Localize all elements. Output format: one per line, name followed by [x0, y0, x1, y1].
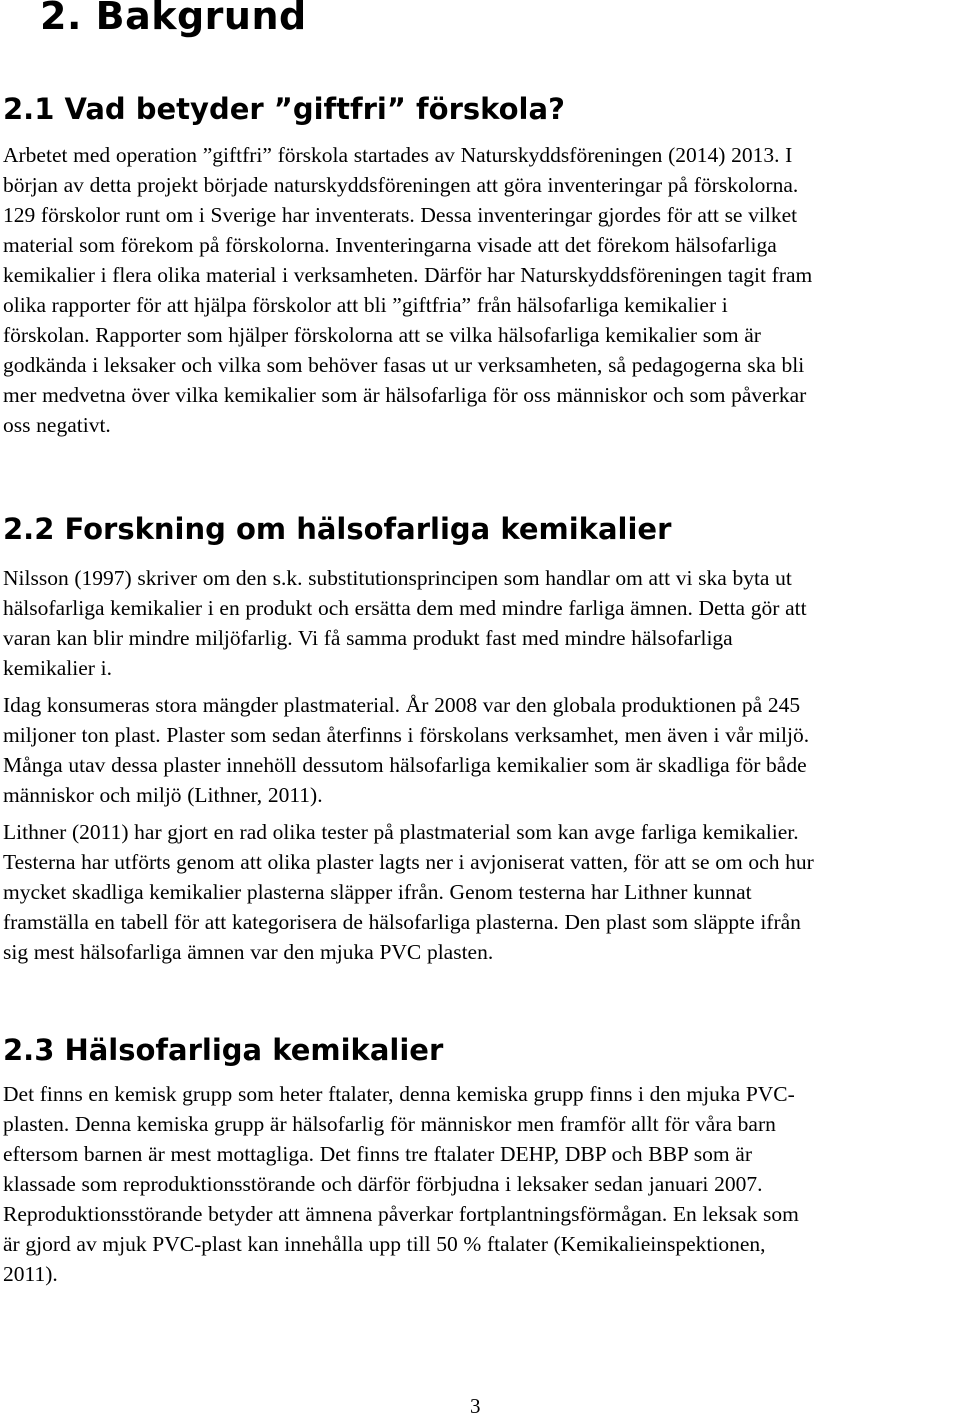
text-line: eftersom barnen är mest mottagliga. Det finns tre ftalater DEHP, DBP och BBP som är — [3, 1142, 752, 1166]
page-number: 3 — [470, 1394, 481, 1418]
text-line: människor och miljö (Lithner, 2011). — [3, 783, 323, 807]
text-line: olika rapporter för att hjälpa förskolor att bli ”giftfria” från hälsofarliga kemikalier i — [3, 293, 728, 317]
text-line: Reproduktionsstörande betyder att ämnena påverkar fortplantningsförmågan. En leksak som — [3, 1202, 799, 1226]
text-line: miljoner ton plast. Plaster som sedan återfinns i förskolans verksamhet, men även i vår miljö. — [3, 723, 810, 747]
text-line: sig mest hälsofarliga ämnen var den mjuka PVC plasten. — [3, 940, 494, 964]
text-line: oss negativt. — [3, 413, 111, 437]
text-line: material som förekom på förskolorna. Inventeringarna visade att det förekom hälsofarliga — [3, 233, 777, 257]
section-2-3-paragraph — [3, 1079, 958, 1289]
text-line: 129 förskolor runt om i Sverige har inventerats. Dessa inventeringar gjordes för att se vilket — [3, 203, 798, 227]
text-line: Många utav dessa plaster innehöll dessutom hälsofarliga kemikalier som är skadliga för både — [3, 753, 807, 777]
section-2-2-paragraph-2 — [3, 690, 958, 810]
text-line: 2011). — [3, 1262, 58, 1286]
text-line: Testerna har utförts genom att olika plaster lagts ner i avjoniserat vatten, för att se om och hur — [3, 850, 814, 874]
section-heading-2-2: 2.2 Forskning om hälsofarliga kemikalier — [3, 512, 672, 546]
chapter-title: 2. Bakgrund — [40, 0, 307, 38]
text-line: början av detta projekt började naturskyddsföreningen att göra inventeringar på förskolorna. — [3, 173, 799, 197]
text-line: klassade som reproduktionsstörande och därför förbjudna i leksaker sedan januari 2007. — [3, 1172, 763, 1196]
text-line: godkända i leksaker och vilka som behöver fasas ut ur verksamheten, så pedagogerna ska bli — [3, 353, 805, 377]
section-heading-2-1: 2.1 Vad betyder ”giftfri” förskola? — [3, 92, 565, 126]
text-line: Det finns en kemisk grupp som heter ftalater, denna kemiska grupp finns i den mjuka PVC- — [3, 1082, 795, 1106]
text-line: kemikalier i flera olika material i verksamheten. Därför har Naturskyddsföreningen tagit fram — [3, 263, 813, 287]
section-2-1-paragraph — [3, 140, 958, 440]
text-line: plasten. Denna kemiska grupp är hälsofarlig för människor men framför allt för våra barn — [3, 1112, 776, 1136]
text-line: mycket skadliga kemikalier plasterna släpper ifrån. Genom testerna har Lithner kunnat — [3, 880, 752, 904]
text-line: kemikalier i. — [3, 656, 112, 680]
text-line: hälsofarliga kemikalier i en produkt och ersätta dem med mindre farliga ämnen. Detta gör att — [3, 596, 807, 620]
text-line: varan kan blir mindre miljöfarlig. Vi få samma produkt fast med mindre hälsofarliga — [3, 626, 733, 650]
text-line: framställa en tabell för att kategorisera de hälsofarliga plasterna. Den plast som släppte ifrån — [3, 910, 801, 934]
text-line: Lithner (2011) har gjort en rad olika tester på plastmaterial som kan avge farliga kemikalier. — [3, 820, 799, 844]
section-heading-2-3: 2.3 Hälsofarliga kemikalier — [3, 1033, 444, 1067]
section-2-2-paragraph-3 — [3, 817, 958, 967]
text-line: är gjord av mjuk PVC-plast kan innehålla upp till 50 % ftalater (Kemikalieinspektionen, — [3, 1232, 766, 1256]
text-line: mer medvetna över vilka kemikalier som är hälsofarliga för oss människor och som påverkar — [3, 383, 807, 407]
text-line: Idag konsumeras stora mängder plastmaterial. År 2008 var den globala produktionen på 245 — [3, 693, 801, 717]
text-line: förskolan. Rapporter som hjälper förskolorna att se vilka hälsofarliga kemikalier som är — [3, 323, 761, 347]
text-line: Nilsson (1997) skriver om den s.k. substitutionsprincipen som handlar om att vi ska byta ut — [3, 566, 792, 590]
text-line: Arbetet med operation ”giftfri” förskola startades av Naturskyddsföreningen (2014) 2013. I — [3, 143, 793, 167]
section-2-2-paragraph-1 — [3, 563, 958, 683]
